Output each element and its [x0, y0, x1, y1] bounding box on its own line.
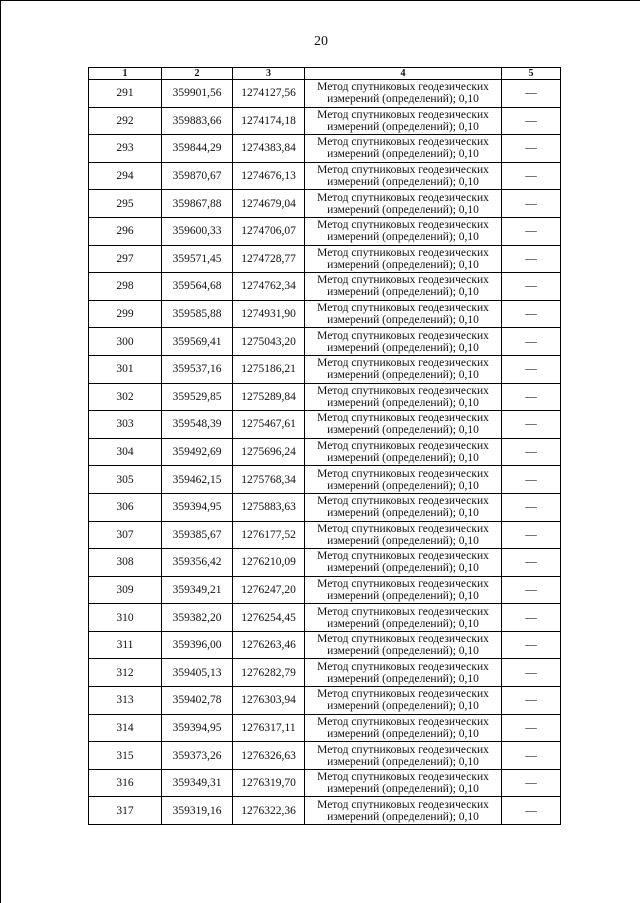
- x-coordinate-cell: 359394,95: [162, 493, 233, 521]
- table-row: [89, 797, 561, 825]
- x-coordinate-cell: 359844,29: [162, 135, 233, 163]
- method-cell: [305, 687, 502, 715]
- description-dash-cell: —: [502, 576, 561, 604]
- method-text-line-2: измерений (определений); 0,10: [327, 727, 479, 740]
- coordinates-table: [88, 67, 561, 825]
- table-row: [89, 300, 561, 328]
- y-coordinate-cell: 1274679,04: [233, 190, 305, 218]
- method-text-line-2: измерений (определений); 0,10: [327, 755, 479, 768]
- point-number-cell: 295: [89, 190, 162, 218]
- method-text-line-1: Метод спутниковых геодезических: [317, 412, 489, 425]
- x-coordinate-cell: 359529,85: [162, 383, 233, 411]
- x-coordinate-cell: 359462,15: [162, 466, 233, 494]
- point-number-cell: 307: [89, 521, 162, 549]
- x-coordinate-cell: 359405,13: [162, 659, 233, 687]
- y-coordinate-cell: 1276254,45: [233, 604, 305, 632]
- method-cell: [305, 493, 502, 521]
- method-text-line-2: измерений (определений); 0,10: [327, 479, 479, 492]
- table-row: [89, 438, 561, 466]
- point-number-cell: 316: [89, 769, 162, 797]
- method-text-line-1: Метод спутниковых геодезических: [317, 108, 489, 121]
- point-number-cell: 315: [89, 742, 162, 770]
- method-cell: [305, 328, 502, 356]
- page-number: 20: [314, 34, 328, 49]
- method-cell: [305, 604, 502, 632]
- method-cell: [305, 631, 502, 659]
- method-text-line-1: Метод спутниковых геодезических: [317, 302, 489, 315]
- x-coordinate-cell: 359883,66: [162, 107, 233, 135]
- method-text-line-2: измерений (определений); 0,10: [327, 148, 479, 161]
- method-text-line-2: измерений (определений); 0,10: [327, 203, 479, 216]
- method-text-line-1: Метод спутниковых геодезических: [317, 440, 489, 453]
- description-dash-cell: —: [502, 80, 561, 108]
- table-row: [89, 245, 561, 273]
- x-coordinate-cell: 359356,42: [162, 549, 233, 577]
- point-number-cell: 308: [89, 549, 162, 577]
- column-header-2: 2: [162, 68, 233, 80]
- method-cell: [305, 107, 502, 135]
- method-text-line-2: измерений (определений); 0,10: [327, 93, 479, 106]
- point-number-cell: 310: [89, 604, 162, 632]
- method-text-line-1: Метод спутниковых геодезических: [317, 191, 489, 204]
- method-cell: [305, 411, 502, 439]
- x-coordinate-cell: 359382,20: [162, 604, 233, 632]
- method-text-line-1: Метод спутниковых геодезических: [317, 688, 489, 701]
- table-row: [89, 631, 561, 659]
- y-coordinate-cell: 1275043,20: [233, 328, 305, 356]
- method-text-line-1: Метод спутниковых геодезических: [317, 246, 489, 259]
- table-row: [89, 714, 561, 742]
- y-coordinate-cell: 1276210,09: [233, 549, 305, 577]
- method-text-line-1: Метод спутниковых геодезических: [317, 798, 489, 811]
- description-dash-cell: —: [502, 355, 561, 383]
- y-coordinate-cell: 1274931,90: [233, 300, 305, 328]
- method-text-line-1: Метод спутниковых геодезических: [317, 577, 489, 590]
- description-dash-cell: —: [502, 493, 561, 521]
- y-coordinate-cell: 1275289,84: [233, 383, 305, 411]
- description-dash-cell: —: [502, 604, 561, 632]
- y-coordinate-cell: 1276326,63: [233, 742, 305, 770]
- method-text-line-1: Метод спутниковых геодезических: [317, 605, 489, 618]
- y-coordinate-cell: 1276322,36: [233, 797, 305, 825]
- method-text-line-1: Метод спутниковых геодезических: [317, 329, 489, 342]
- x-coordinate-cell: 359548,39: [162, 411, 233, 439]
- point-number-cell: 292: [89, 107, 162, 135]
- y-coordinate-cell: 1276282,79: [233, 659, 305, 687]
- method-text-line-2: измерений (определений); 0,10: [327, 783, 479, 796]
- table-row: [89, 521, 561, 549]
- point-number-cell: 299: [89, 300, 162, 328]
- description-dash-cell: —: [502, 273, 561, 301]
- method-text-line-2: измерений (определений); 0,10: [327, 396, 479, 409]
- method-cell: [305, 714, 502, 742]
- table-row: [89, 328, 561, 356]
- table-row: [89, 217, 561, 245]
- point-number-cell: 301: [89, 355, 162, 383]
- x-coordinate-cell: 359349,21: [162, 576, 233, 604]
- x-coordinate-cell: 359349,31: [162, 769, 233, 797]
- method-text-line-1: Метод спутниковых геодезических: [317, 136, 489, 149]
- method-text-line-1: Метод спутниковых геодезических: [317, 467, 489, 480]
- y-coordinate-cell: 1274174,18: [233, 107, 305, 135]
- method-cell: [305, 300, 502, 328]
- y-coordinate-cell: 1275883,63: [233, 493, 305, 521]
- method-text-line-1: Метод спутниковых геодезических: [317, 550, 489, 563]
- y-coordinate-cell: 1275186,21: [233, 355, 305, 383]
- table-row: [89, 576, 561, 604]
- table-row: [89, 549, 561, 577]
- method-text-line-1: Метод спутниковых геодезических: [317, 219, 489, 232]
- y-coordinate-cell: 1276247,20: [233, 576, 305, 604]
- description-dash-cell: —: [502, 300, 561, 328]
- table-row: [89, 162, 561, 190]
- method-cell: [305, 135, 502, 163]
- description-dash-cell: —: [502, 742, 561, 770]
- method-text-line-1: Метод спутниковых геодезических: [317, 715, 489, 728]
- method-text-line-2: измерений (определений); 0,10: [327, 231, 479, 244]
- description-dash-cell: —: [502, 714, 561, 742]
- y-coordinate-cell: 1276319,70: [233, 769, 305, 797]
- description-dash-cell: —: [502, 328, 561, 356]
- method-cell: [305, 162, 502, 190]
- method-text-line-2: измерений (определений); 0,10: [327, 369, 479, 382]
- table-row: [89, 466, 561, 494]
- method-text-line-1: Метод спутниковых геодезических: [317, 771, 489, 784]
- x-coordinate-cell: 359402,78: [162, 687, 233, 715]
- method-cell: [305, 466, 502, 494]
- method-cell: [305, 521, 502, 549]
- description-dash-cell: —: [502, 411, 561, 439]
- y-coordinate-cell: 1275768,34: [233, 466, 305, 494]
- x-coordinate-cell: 359385,67: [162, 521, 233, 549]
- method-cell: [305, 80, 502, 108]
- method-text-line-2: измерений (определений); 0,10: [327, 617, 479, 630]
- method-text-line-2: измерений (определений); 0,10: [327, 810, 479, 823]
- column-header-4: 4: [305, 68, 502, 80]
- method-text-line-2: измерений (определений); 0,10: [327, 589, 479, 602]
- table-row: [89, 411, 561, 439]
- method-text-line-1: Метод спутниковых геодезических: [317, 495, 489, 508]
- y-coordinate-cell: 1274706,07: [233, 217, 305, 245]
- y-coordinate-cell: 1274383,84: [233, 135, 305, 163]
- description-dash-cell: —: [502, 797, 561, 825]
- x-coordinate-cell: 359537,16: [162, 355, 233, 383]
- method-text-line-2: измерений (определений); 0,10: [327, 258, 479, 271]
- table-row: [89, 604, 561, 632]
- method-text-line-2: измерений (определений); 0,10: [327, 700, 479, 713]
- description-dash-cell: —: [502, 438, 561, 466]
- method-text-line-1: Метод спутниковых геодезических: [317, 164, 489, 177]
- description-dash-cell: —: [502, 217, 561, 245]
- method-cell: [305, 245, 502, 273]
- point-number-cell: 297: [89, 245, 162, 273]
- method-cell: [305, 355, 502, 383]
- description-dash-cell: —: [502, 135, 561, 163]
- description-dash-cell: —: [502, 162, 561, 190]
- description-dash-cell: —: [502, 521, 561, 549]
- method-text-line-2: измерений (определений); 0,10: [327, 452, 479, 465]
- point-number-cell: 305: [89, 466, 162, 494]
- table-header-row: [89, 68, 561, 80]
- point-number-cell: 294: [89, 162, 162, 190]
- method-text-line-1: Метод спутниковых геодезических: [317, 81, 489, 94]
- point-number-cell: 314: [89, 714, 162, 742]
- method-text-line-1: Метод спутниковых геодезических: [317, 384, 489, 397]
- x-coordinate-cell: 359396,00: [162, 631, 233, 659]
- method-text-line-2: измерений (определений); 0,10: [327, 286, 479, 299]
- method-cell: [305, 742, 502, 770]
- table-row: [89, 135, 561, 163]
- x-coordinate-cell: 359571,45: [162, 245, 233, 273]
- description-dash-cell: —: [502, 659, 561, 687]
- x-coordinate-cell: 359492,69: [162, 438, 233, 466]
- y-coordinate-cell: 1274127,56: [233, 80, 305, 108]
- point-number-cell: 304: [89, 438, 162, 466]
- description-dash-cell: —: [502, 190, 561, 218]
- method-text-line-2: измерений (определений); 0,10: [327, 562, 479, 575]
- method-cell: [305, 383, 502, 411]
- x-coordinate-cell: 359569,41: [162, 328, 233, 356]
- x-coordinate-cell: 359319,16: [162, 797, 233, 825]
- y-coordinate-cell: 1275696,24: [233, 438, 305, 466]
- description-dash-cell: —: [502, 687, 561, 715]
- method-text-line-2: измерений (определений); 0,10: [327, 507, 479, 520]
- column-header-3: 3: [233, 68, 305, 80]
- method-text-line-2: измерений (определений); 0,10: [327, 645, 479, 658]
- method-text-line-1: Метод спутниковых геодезических: [317, 522, 489, 535]
- table-row: [89, 769, 561, 797]
- method-text-line-2: измерений (определений); 0,10: [327, 534, 479, 547]
- method-cell: [305, 438, 502, 466]
- description-dash-cell: —: [502, 383, 561, 411]
- method-text-line-2: измерений (определений); 0,10: [327, 176, 479, 189]
- table-row: [89, 493, 561, 521]
- table-row: [89, 190, 561, 218]
- point-number-cell: 309: [89, 576, 162, 604]
- description-dash-cell: —: [502, 549, 561, 577]
- y-coordinate-cell: 1274676,13: [233, 162, 305, 190]
- description-dash-cell: —: [502, 631, 561, 659]
- method-cell: [305, 217, 502, 245]
- table-row: [89, 742, 561, 770]
- table-row: [89, 687, 561, 715]
- method-text-line-2: измерений (определений); 0,10: [327, 314, 479, 327]
- y-coordinate-cell: 1274728,77: [233, 245, 305, 273]
- table-row: [89, 659, 561, 687]
- y-coordinate-cell: 1276317,11: [233, 714, 305, 742]
- method-cell: [305, 190, 502, 218]
- column-header-5: 5: [502, 68, 561, 80]
- y-coordinate-cell: 1276303,94: [233, 687, 305, 715]
- method-cell: [305, 769, 502, 797]
- method-text-line-1: Метод спутниковых геодезических: [317, 357, 489, 370]
- point-number-cell: 291: [89, 80, 162, 108]
- x-coordinate-cell: 359394,95: [162, 714, 233, 742]
- x-coordinate-cell: 359600,33: [162, 217, 233, 245]
- method-cell: [305, 576, 502, 604]
- method-text-line-1: Метод спутниковых геодезических: [317, 633, 489, 646]
- table-row: [89, 107, 561, 135]
- method-text-line-2: измерений (определений); 0,10: [327, 341, 479, 354]
- point-number-cell: 313: [89, 687, 162, 715]
- description-dash-cell: —: [502, 466, 561, 494]
- point-number-cell: 300: [89, 328, 162, 356]
- table-row: [89, 355, 561, 383]
- y-coordinate-cell: 1276263,46: [233, 631, 305, 659]
- point-number-cell: 306: [89, 493, 162, 521]
- point-number-cell: 293: [89, 135, 162, 163]
- point-number-cell: 311: [89, 631, 162, 659]
- method-cell: [305, 659, 502, 687]
- column-header-1: 1: [89, 68, 162, 80]
- y-coordinate-cell: 1275467,61: [233, 411, 305, 439]
- method-text-line-2: измерений (определений); 0,10: [327, 424, 479, 437]
- method-text-line-2: измерений (определений); 0,10: [327, 120, 479, 133]
- method-text-line-1: Метод спутниковых геодезических: [317, 660, 489, 673]
- point-number-cell: 298: [89, 273, 162, 301]
- method-text-line-1: Метод спутниковых геодезических: [317, 743, 489, 756]
- point-number-cell: 296: [89, 217, 162, 245]
- point-number-cell: 303: [89, 411, 162, 439]
- point-number-cell: 312: [89, 659, 162, 687]
- description-dash-cell: —: [502, 107, 561, 135]
- x-coordinate-cell: 359564,68: [162, 273, 233, 301]
- method-cell: [305, 273, 502, 301]
- x-coordinate-cell: 359867,88: [162, 190, 233, 218]
- description-dash-cell: —: [502, 769, 561, 797]
- method-cell: [305, 549, 502, 577]
- x-coordinate-cell: 359585,88: [162, 300, 233, 328]
- method-text-line-2: измерений (определений); 0,10: [327, 672, 479, 685]
- table-row: [89, 80, 561, 108]
- method-cell: [305, 797, 502, 825]
- table-row: [89, 273, 561, 301]
- x-coordinate-cell: 359901,56: [162, 80, 233, 108]
- y-coordinate-cell: 1276177,52: [233, 521, 305, 549]
- table-row: [89, 383, 561, 411]
- description-dash-cell: —: [502, 245, 561, 273]
- method-text-line-1: Метод спутниковых геодезических: [317, 274, 489, 287]
- x-coordinate-cell: 359373,26: [162, 742, 233, 770]
- y-coordinate-cell: 1274762,34: [233, 273, 305, 301]
- point-number-cell: 317: [89, 797, 162, 825]
- point-number-cell: 302: [89, 383, 162, 411]
- x-coordinate-cell: 359870,67: [162, 162, 233, 190]
